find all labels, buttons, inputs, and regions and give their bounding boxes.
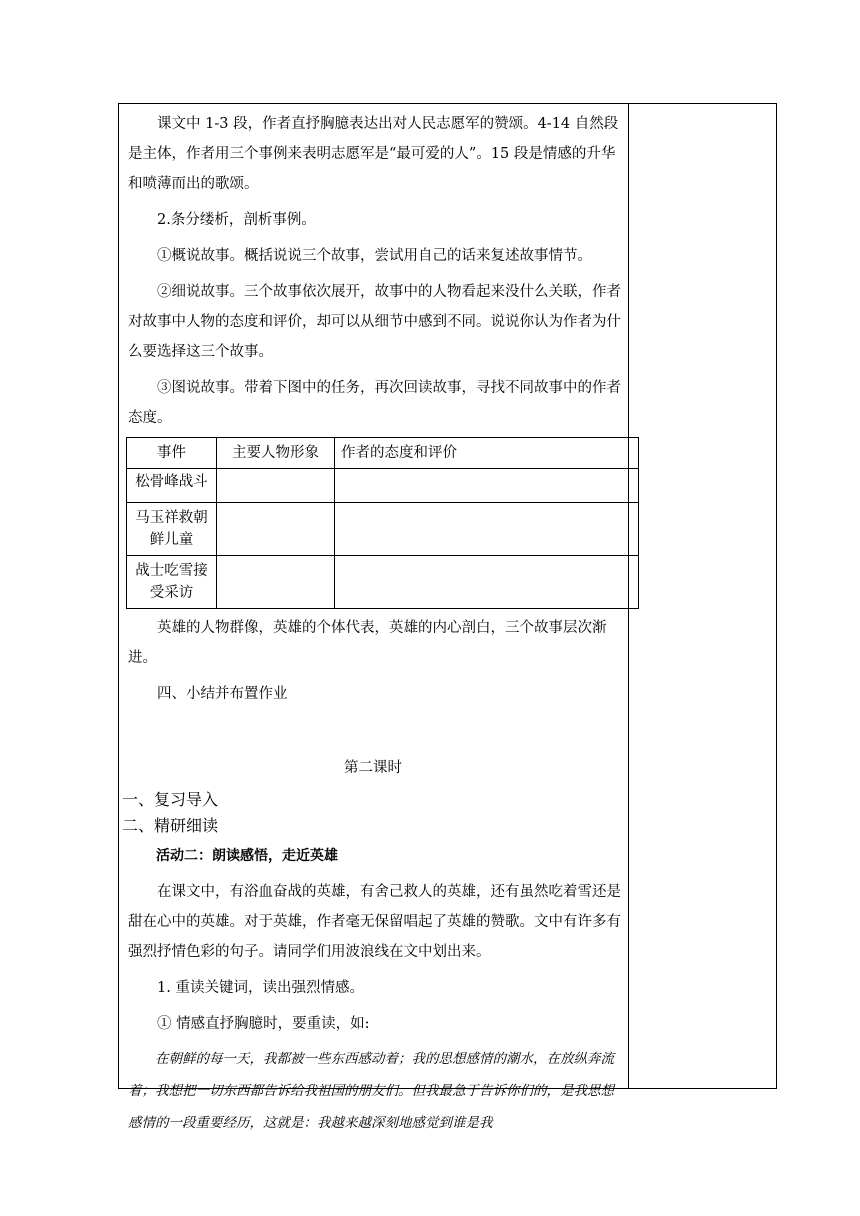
table-row <box>127 556 639 609</box>
paragraph-heroes: 在课文中，有浴血奋战的英雄，有舍己救人的英雄，还有虽然吃着雪还是甜在心中的英雄。对于英雄，作者毫无保留唱起了英雄的赞歌。文中有许多有强烈抒情色彩的句子。请同学们用波浪线在文中划出来。 <box>128 884 621 960</box>
header-attitude: 作者的态度和评价 <box>335 438 639 469</box>
paragraph-analysis-step: 2.条分缕析，剖析事例。 <box>157 212 316 228</box>
section-heading-summary: 四、小结并布置作业 <box>157 686 288 702</box>
character-cell <box>217 503 335 556</box>
event-table <box>126 437 639 609</box>
paragraph-reread-keywords: 1. 重读关键词，读出强烈情感。 <box>157 980 364 996</box>
section-heading-reading: 二、精研细读 <box>122 816 219 835</box>
header-event: 事件 <box>127 438 217 469</box>
paragraph-structure: 课文中 1-3 段，作者直抒胸臆表达出对人民志愿军的赞颂。4-14 自然段是主体，作者用三个事例来表明志愿军是“最可爱的人”。15 段是情感的升华和喷薄而出的歌颂。 <box>128 116 619 192</box>
attitude-cell <box>335 556 639 609</box>
paragraph-direct-emotion: ① 情感直抒胸臆时，要重读，如: <box>157 1016 370 1032</box>
attitude-cell <box>335 469 639 503</box>
table-header-row <box>127 438 639 469</box>
event-cell: 马玉祥救朝鲜儿童 <box>127 503 217 556</box>
lesson-content-cell <box>118 103 628 1131</box>
section-heading-review: 一、复习导入 <box>122 790 219 809</box>
table-row <box>127 469 639 503</box>
event-cell: 战士吃雪接受采访 <box>127 556 217 609</box>
paragraph-story-progression: 英雄的人物群像，英雄的个体代表，英雄的内心剖白，三个故事层次渐进。 <box>128 620 607 666</box>
character-cell <box>217 556 335 609</box>
paragraph-detail-story: ②细说故事。三个故事依次展开，故事中的人物看起来没什么关联，作者对故事中人物的态度和评价，却可以从细节中感到不同。说说你认为作者为什么要选择这三个故事。 <box>128 284 621 360</box>
paragraph-summarize-story: ①概说故事。概括说说三个故事，尝试用自己的话来复述故事情节。 <box>157 248 592 264</box>
event-cell: 松骨峰战斗 <box>127 469 217 503</box>
character-cell <box>217 469 335 503</box>
attitude-cell <box>335 503 639 556</box>
activity-heading: 活动二：朗读感悟，走近英雄 <box>156 848 338 864</box>
quote-excerpt: 在朝鲜的每一天，我都被一些东西感动着；我的思想感情的潮水，在放纵奔流着；我想把一切东西都告诉给我祖国的朋友们。但我最急于告诉你们的，是我思想感情的一段重要经历，这就是：我越来越深刻地感觉到谁是我 <box>128 1051 614 1131</box>
table-row <box>127 503 639 556</box>
lesson-title: 第二课时 <box>344 760 402 776</box>
header-character: 主要人物形象 <box>217 438 335 469</box>
paragraph-diagram-story: ③图说故事。带着下图中的任务，再次回读故事，寻找不同故事中的作者态度。 <box>128 380 621 426</box>
